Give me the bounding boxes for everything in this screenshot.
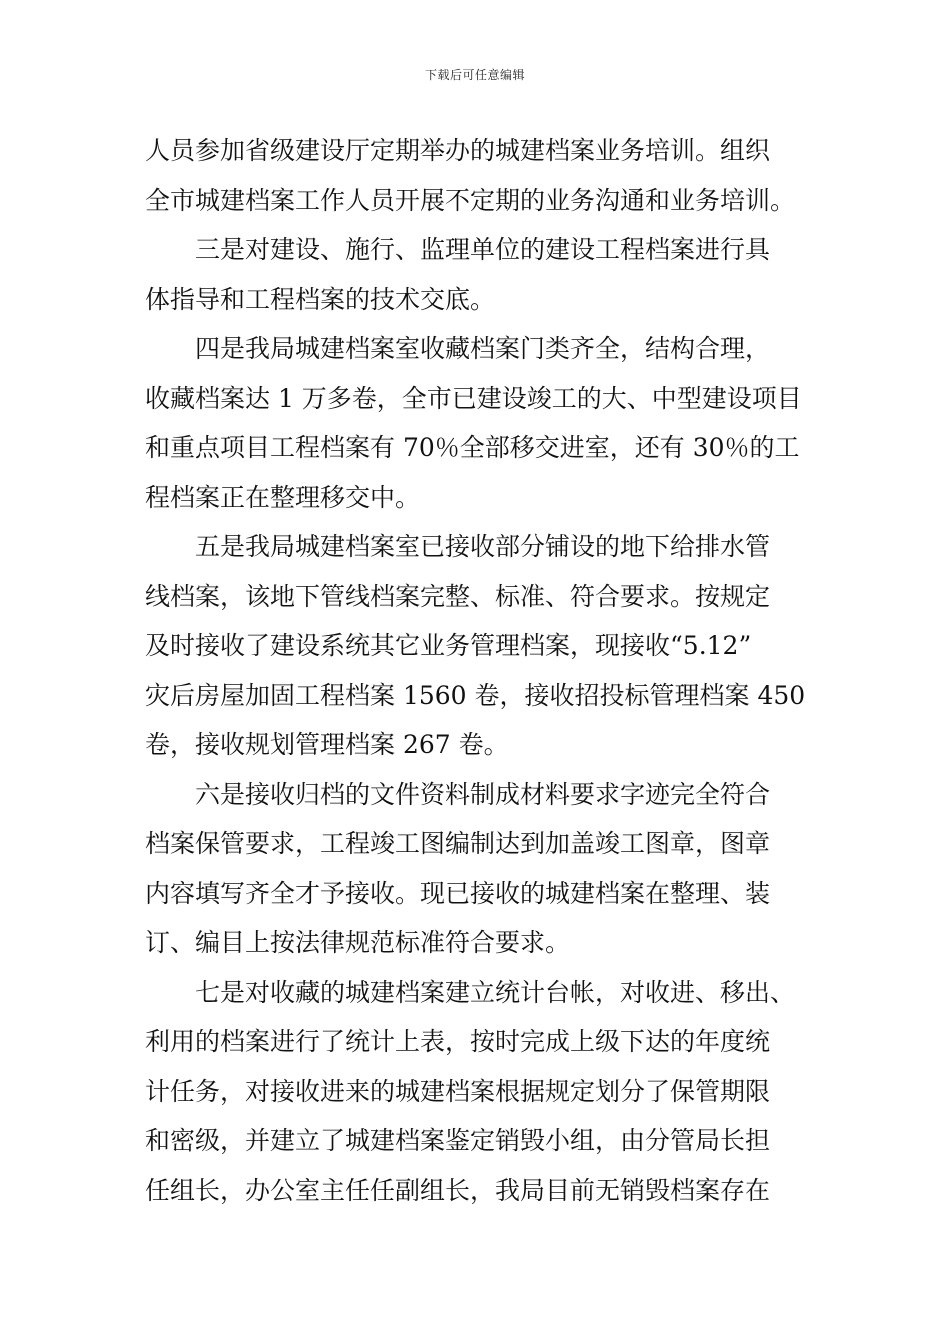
text-line: 四是我局城建档案室收藏档案门类齐全，结构合理， [195, 334, 771, 363]
text-line: 七是对收藏的城建档案建立统计台帐，对收进、移出、 [195, 977, 796, 1007]
text-line: 卷，接收规划管理档案 267 卷。 [145, 730, 509, 759]
text-line: 内容填写齐全才予接收。现已接收的城建档案在整理、装 [145, 878, 771, 908]
text-line: 人员参加省级建设厅定期举办的城建档案业务培训。组织 [145, 136, 771, 165]
text-line: 线档案，该地下管线档案完整、标准、符合要求。按规定 [145, 581, 771, 611]
text-line: 三是对建设、施行、监理单位的建设工程档案进行具 [195, 235, 771, 264]
text-line: 五是我局城建档案室已接收部分铺设的地下给排水管 [195, 532, 771, 561]
page-header: 下载后可任意编辑 [424, 68, 525, 82]
text-line: 订、编目上按法律规范标准符合要求。 [145, 928, 571, 957]
text-line: 和重点项目工程档案有 70％全部移交进室，还有 30％的工 [145, 433, 800, 462]
text-line: 及时接收了建设系统其它业务管理档案，现接收“5.12” [145, 631, 752, 660]
text-line: 灾后房屋加固工程档案 1560 卷，接收招投标管理档案 450 [145, 680, 806, 710]
text-line: 和密级，并建立了城建档案鉴定销毁小组，由分管局长担 [145, 1126, 771, 1155]
text-line: 程档案正在整理移交中。 [145, 482, 421, 512]
text-line: 计任务，对接收进来的城建档案根据规定划分了保管期限 [145, 1076, 771, 1106]
text-line: 体指导和工程档案的技术交底。 [145, 284, 496, 314]
text-line: 六是接收归档的文件资料制成材料要求字迹完全符合 [195, 779, 771, 809]
text-line: 任组长，办公室主任任副组长，我局目前无销毁档案存在 [145, 1175, 771, 1205]
text-line: 全市城建档案工作人员开展不定期的业务沟通和业务培训。 [145, 185, 796, 215]
document-body [145, 126, 810, 1215]
text-line: 档案保管要求，工程竣工图编制达到加盖竣工图章，图章 [145, 829, 771, 858]
text-line: 利用的档案进行了统计上表，按时完成上级下达的年度统 [145, 1027, 771, 1056]
text-line: 收藏档案达 1 万多卷，全市已建设竣工的大、中型建设项目 [145, 383, 802, 413]
